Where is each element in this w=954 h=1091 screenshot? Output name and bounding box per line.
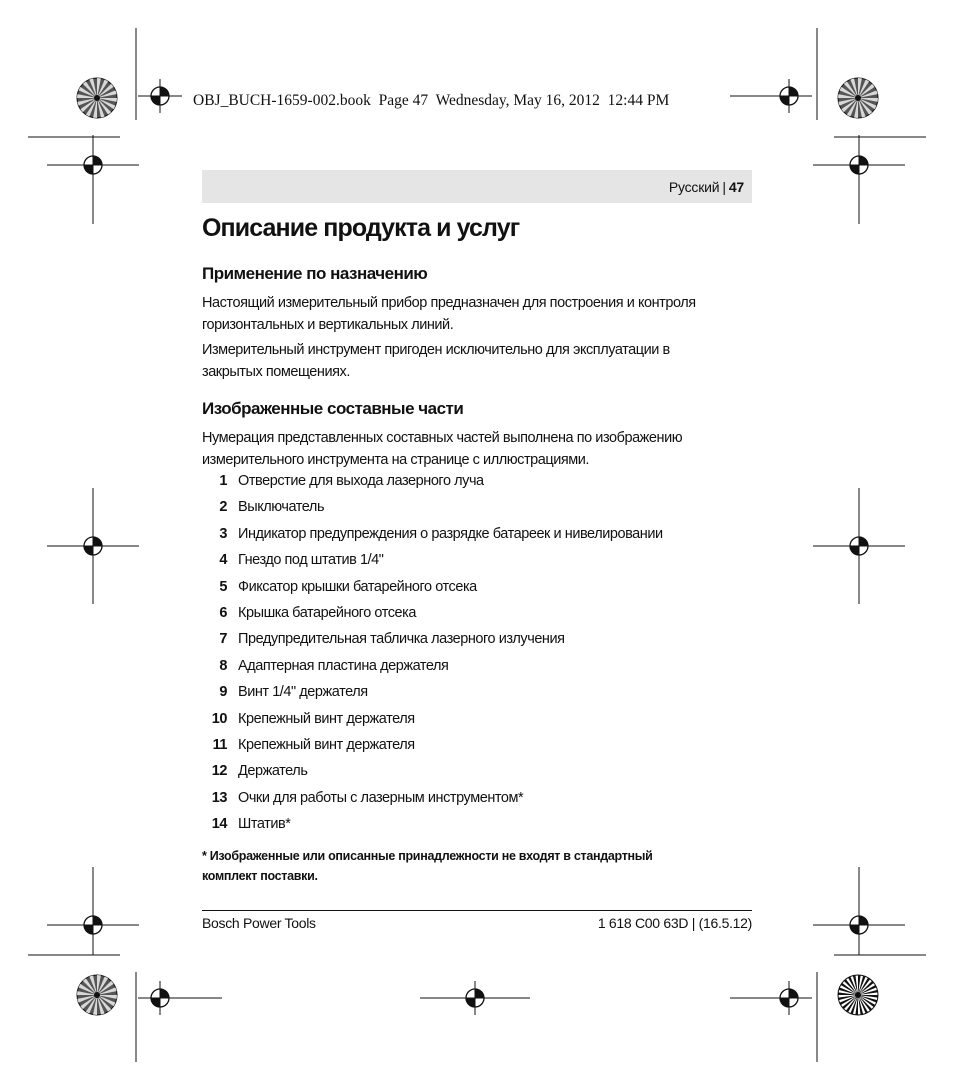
item-number: 12 xyxy=(211,763,227,780)
item-number: 2 xyxy=(219,499,227,516)
item-label: Крепежный винт держателя xyxy=(238,737,415,753)
list-item xyxy=(205,708,415,730)
accessory-footnote xyxy=(202,846,742,886)
item-label: Предупредительная табличка лазерного излучения xyxy=(238,631,565,648)
item-number: 7 xyxy=(219,631,227,648)
footer-publisher: Bosch Power Tools xyxy=(202,915,316,931)
list-item xyxy=(205,602,416,624)
item-label: Крышка батарейного отсека xyxy=(238,605,416,621)
page-number: 47 xyxy=(728,178,744,195)
list-item xyxy=(205,576,477,598)
item-number: 4 xyxy=(219,552,227,569)
list-item xyxy=(205,681,368,703)
paragraph-line: измерительного инструмента на странице с иллюстрациями. xyxy=(202,452,590,468)
item-number: 10 xyxy=(211,710,227,727)
intended-use-heading: Применение по назначению xyxy=(202,264,428,283)
print-slug xyxy=(193,92,669,110)
item-number: 13 xyxy=(211,789,227,806)
list-item xyxy=(205,628,565,650)
paragraph-line: закрытых помещениях. xyxy=(202,364,350,380)
item-label: Индикатор предупреждения о разрядке батареек и нивелировании xyxy=(238,525,663,542)
page-title: Описание продукта и услуг xyxy=(202,214,520,242)
item-number: 6 xyxy=(219,605,227,621)
item-number: 14 xyxy=(211,816,227,833)
components-heading: Изображенные составные части xyxy=(202,399,464,418)
color-target-center xyxy=(94,992,100,998)
list-item xyxy=(205,655,449,677)
paragraph-line: горизонтальных и вертикальных линий. xyxy=(202,317,454,333)
running-header xyxy=(202,170,752,203)
list-item xyxy=(205,787,524,809)
item-number: 8 xyxy=(219,657,227,674)
color-target-center xyxy=(855,95,861,101)
item-label: Фиксатор крышки батарейного отсека xyxy=(238,578,477,595)
list-item xyxy=(205,760,308,782)
list-item xyxy=(205,523,663,545)
components-intro xyxy=(202,427,752,471)
paragraph-line: Нумерация представленных составных частей выполнена по изображению xyxy=(202,430,683,446)
item-label: Адаптерная пластина держателя xyxy=(238,657,449,674)
list-item xyxy=(205,813,291,835)
color-target-center xyxy=(855,992,861,998)
header-language: Русский xyxy=(668,178,720,195)
footnote-line: * Изображенные или описанные принадлежности не входят в стандартный xyxy=(202,849,653,863)
list-item xyxy=(205,734,415,756)
color-target-center xyxy=(94,95,100,101)
item-label: Отверстие для выхода лазерного луча xyxy=(238,473,484,489)
item-label: Очки для работы с лазерным инструментом* xyxy=(238,789,524,806)
intended-use-paragraph-2 xyxy=(202,339,752,383)
item-label: Крепежный винт держателя xyxy=(238,710,415,727)
page-content xyxy=(202,170,752,931)
slug-time: 12:44 PM xyxy=(607,92,670,109)
item-label: Выключатель xyxy=(238,499,325,516)
item-number: 5 xyxy=(219,578,227,595)
paragraph-line: Измерительный инструмент пригоден исключительно для эксплуатации в xyxy=(202,342,670,358)
paragraph-line: Настоящий измерительный прибор предназначен для построения и контроля xyxy=(202,295,696,311)
slug-book: OBJ_BUCH-1659-002.book xyxy=(193,92,371,109)
list-item xyxy=(205,470,484,492)
item-number: 1 xyxy=(219,473,227,489)
item-label: Винт 1/4" держателя xyxy=(238,684,368,701)
slug-date: Wednesday, May 16, 2012 xyxy=(435,92,600,109)
slug-page: Page 47 xyxy=(378,92,429,109)
footnote-line: комплект поставки. xyxy=(202,869,318,883)
item-number: 3 xyxy=(219,525,227,542)
intended-use-paragraph-1 xyxy=(202,292,752,336)
list-item xyxy=(205,496,325,518)
item-number: 11 xyxy=(212,737,227,753)
list-item xyxy=(205,549,384,571)
item-label: Гнездо под штатив 1/4" xyxy=(238,552,384,569)
item-label: Штатив* xyxy=(238,816,291,833)
footer-doc-code: 1 618 C00 63D | (16.5.12) xyxy=(597,915,752,931)
item-number: 9 xyxy=(219,684,227,701)
item-label: Держатель xyxy=(238,763,308,780)
header-separator: | xyxy=(722,178,726,195)
page-footer xyxy=(202,910,752,931)
